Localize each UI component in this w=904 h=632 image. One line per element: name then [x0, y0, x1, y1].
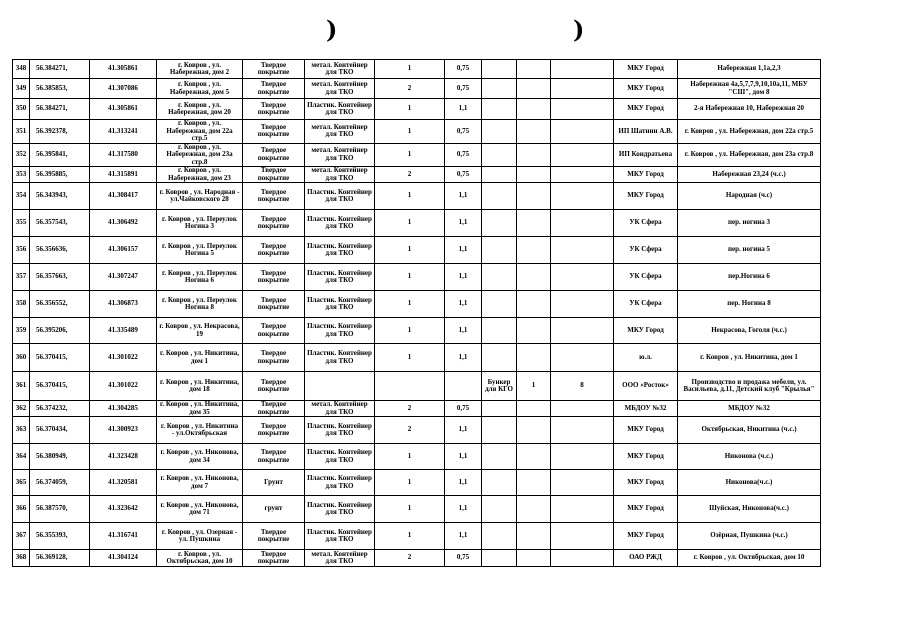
cell-longitude: 41.300923: [90, 417, 157, 444]
cell-container-count: 2: [375, 167, 445, 183]
cell-bunker-count: [517, 210, 551, 237]
cell-longitude: 41.335489: [90, 318, 157, 344]
table-row: [13, 372, 821, 401]
cell-container-count: 1: [375, 318, 445, 344]
cell-bunker-type: [482, 99, 517, 120]
cell-container-volume: 1,1: [445, 417, 482, 444]
table-row: [13, 120, 821, 144]
cell-owner: МКУ Город: [614, 60, 678, 79]
cell-bunker-volume: [551, 496, 614, 523]
cell-owner: МКУ Город: [614, 470, 678, 496]
table-row: [13, 183, 821, 210]
cell-surface: Твердое покрытие: [243, 60, 305, 79]
cell-bunker-volume: [551, 417, 614, 444]
cell-row-number: 367: [13, 523, 30, 550]
cell-owner: МКУ Город: [614, 183, 678, 210]
cell-container-type: Пластик. Контейнер для ТКО: [305, 496, 375, 523]
cell-longitude: 41.301022: [90, 372, 157, 401]
cell-container-type: Пластик. Контейнер для ТКО: [305, 417, 375, 444]
cell-waste-source: Октябрьская, Никитина (ч.с.): [678, 417, 821, 444]
table-row: [13, 264, 821, 291]
cell-container-type: Пластик. Контейнер для ТКО: [305, 210, 375, 237]
cell-container-type: Пластик. Контейнер для ТКО: [305, 318, 375, 344]
cell-waste-source: Производство и продажа мебели, ул. Васильева, д.11, Детский клуб "Крылья": [678, 372, 821, 401]
cell-bunker-count: [517, 143, 551, 167]
cell-bunker-volume: [551, 183, 614, 210]
cell-surface: Твердое покрытие: [243, 401, 305, 417]
cell-row-number: 368: [13, 550, 30, 567]
cell-bunker-type: [482, 143, 517, 167]
cell-bunker-volume: [551, 143, 614, 167]
cell-waste-source: МБДОУ №32: [678, 401, 821, 417]
cell-address: г. Ковров , ул. Переулок Ногина 5: [157, 237, 243, 264]
cell-surface: Твердое покрытие: [243, 344, 305, 372]
cell-address: г. Ковров , ул. Набережная, дом 22а стр.5: [157, 120, 243, 144]
cell-container-count: 1: [375, 496, 445, 523]
cell-row-number: 364: [13, 444, 30, 470]
cell-surface: Твердое покрытие: [243, 99, 305, 120]
cell-bunker-type: [482, 79, 517, 99]
cell-longitude: 41.306157: [90, 237, 157, 264]
table-row: [13, 79, 821, 99]
cell-container-count: 1: [375, 210, 445, 237]
cell-container-count: 1: [375, 143, 445, 167]
cell-latitude: 56.395841,: [30, 143, 90, 167]
cell-address: г. Ковров , ул. Никитина - ул.Октябрьская: [157, 417, 243, 444]
cell-bunker-volume: [551, 99, 614, 120]
cell-owner: ю.л.: [614, 344, 678, 372]
cell-longitude: 41.317580: [90, 143, 157, 167]
cell-longitude: 41.307086: [90, 79, 157, 99]
cell-longitude: 41.306873: [90, 291, 157, 318]
cell-container-count: [375, 372, 445, 401]
cell-bunker-type: [482, 237, 517, 264]
cell-owner: УК Сфера: [614, 264, 678, 291]
cell-owner: МКУ Город: [614, 167, 678, 183]
cell-container-type: метал. Контейнер для ТКО: [305, 401, 375, 417]
cell-container-type: метал. Контейнер для ТКО: [305, 167, 375, 183]
cell-bunker-count: [517, 79, 551, 99]
cell-address: г. Ковров , ул. Набережная, дом 20: [157, 99, 243, 120]
scan-mark-left: ): [326, 15, 338, 44]
cell-bunker-type: [482, 210, 517, 237]
cell-container-volume: 1,1: [445, 496, 482, 523]
cell-bunker-count: [517, 264, 551, 291]
cell-bunker-volume: [551, 550, 614, 567]
cell-container-type: метал. Контейнер для ТКО: [305, 120, 375, 144]
cell-container-volume: 1,1: [445, 183, 482, 210]
cell-owner: ОАО РЖД: [614, 550, 678, 567]
cell-waste-source: г. Ковров , ул. Октябрьская, дом 10: [678, 550, 821, 567]
cell-row-number: 356: [13, 237, 30, 264]
cell-bunker-type: [482, 60, 517, 79]
cell-surface: Твердое покрытие: [243, 237, 305, 264]
cell-owner: МКУ Город: [614, 496, 678, 523]
cell-latitude: 56.384271,: [30, 99, 90, 120]
cell-bunker-volume: [551, 210, 614, 237]
cell-longitude: 41.304124: [90, 550, 157, 567]
table-row: [13, 210, 821, 237]
cell-latitude: 56.343943,: [30, 183, 90, 210]
cell-container-count: 1: [375, 291, 445, 318]
cell-surface: Твердое покрытие: [243, 79, 305, 99]
cell-longitude: 41.304285: [90, 401, 157, 417]
cell-bunker-volume: [551, 444, 614, 470]
cell-surface: Твердое покрытие: [243, 372, 305, 401]
cell-waste-source: 2-я Набережная 10, Набережная 20: [678, 99, 821, 120]
cell-waste-source: Никонова (ч.с.): [678, 444, 821, 470]
cell-container-type: метал. Контейнер для ТКО: [305, 143, 375, 167]
cell-address: г. Ковров , ул. Набережная, дом 5: [157, 79, 243, 99]
cell-bunker-count: [517, 523, 551, 550]
cell-longitude: 41.307247: [90, 264, 157, 291]
cell-container-type: Пластик. Контейнер для ТКО: [305, 237, 375, 264]
cell-longitude: 41.316741: [90, 523, 157, 550]
table-row: [13, 60, 821, 79]
cell-bunker-type: [482, 183, 517, 210]
cell-container-volume: 1,1: [445, 318, 482, 344]
cell-longitude: 41.323642: [90, 496, 157, 523]
cell-container-volume: 1,1: [445, 237, 482, 264]
cell-container-count: 2: [375, 401, 445, 417]
cell-bunker-volume: [551, 318, 614, 344]
cell-address: г. Ковров , ул. Набережная, дом 2: [157, 60, 243, 79]
table-row: [13, 550, 821, 567]
cell-bunker-count: [517, 344, 551, 372]
cell-container-count: 1: [375, 237, 445, 264]
cell-address: г. Ковров , ул. Никонова, дом 7: [157, 470, 243, 496]
cell-longitude: 41.315891: [90, 167, 157, 183]
cell-owner: МКУ Город: [614, 523, 678, 550]
cell-latitude: 56.357543,: [30, 210, 90, 237]
cell-owner: УК Сфера: [614, 291, 678, 318]
cell-container-volume: 0,75: [445, 167, 482, 183]
cell-bunker-type: [482, 167, 517, 183]
cell-waste-source: Набережная 1,1а,2,3: [678, 60, 821, 79]
table-row: [13, 318, 821, 344]
cell-bunker-type: [482, 523, 517, 550]
cell-container-count: 1: [375, 470, 445, 496]
cell-address: г. Ковров , ул. Набережная, дом 23: [157, 167, 243, 183]
cell-container-volume: 1,1: [445, 99, 482, 120]
cell-container-type: Пластик. Контейнер для ТКО: [305, 264, 375, 291]
table-row: [13, 470, 821, 496]
cell-row-number: 363: [13, 417, 30, 444]
cell-bunker-volume: [551, 264, 614, 291]
cell-bunker-count: [517, 60, 551, 79]
cell-container-type: [305, 372, 375, 401]
cell-owner: МКУ Город: [614, 417, 678, 444]
cell-latitude: 56.395885,: [30, 167, 90, 183]
cell-address: г. Ковров , ул. Никонова, дом 34: [157, 444, 243, 470]
cell-owner: МБДОУ №32: [614, 401, 678, 417]
cell-address: г. Ковров , ул. Никонова, дом 71: [157, 496, 243, 523]
cell-address: г. Ковров , ул. Переулок Ногина 6: [157, 264, 243, 291]
scan-mark-right: ): [573, 15, 585, 44]
cell-bunker-count: [517, 99, 551, 120]
cell-surface: Грунт: [243, 470, 305, 496]
cell-bunker-count: [517, 550, 551, 567]
cell-container-type: Пластик. Контейнер для ТКО: [305, 99, 375, 120]
cell-waste-source: Народная (ч.с): [678, 183, 821, 210]
cell-bunker-count: [517, 167, 551, 183]
cell-latitude: 56.355393,: [30, 523, 90, 550]
cell-waste-source: г. Ковров , ул. Никитина, дом 1: [678, 344, 821, 372]
table-row: [13, 523, 821, 550]
cell-waste-source: Никонова(ч.с.): [678, 470, 821, 496]
cell-address: г. Ковров , ул. Никитина, дом 1: [157, 344, 243, 372]
cell-container-volume: 0,75: [445, 550, 482, 567]
cell-surface: Твердое покрытие: [243, 143, 305, 167]
cell-container-count: 1: [375, 444, 445, 470]
cell-bunker-volume: [551, 344, 614, 372]
cell-address: г. Ковров , ул. Набережная, дом 23а стр.8: [157, 143, 243, 167]
cell-latitude: 56.370415,: [30, 372, 90, 401]
cell-row-number: 354: [13, 183, 30, 210]
cell-owner: МКУ Город: [614, 99, 678, 120]
cell-longitude: 41.301022: [90, 344, 157, 372]
cell-bunker-volume: [551, 120, 614, 144]
cell-container-volume: 1,1: [445, 523, 482, 550]
cell-container-volume: 0,75: [445, 401, 482, 417]
table-row: [13, 417, 821, 444]
cell-bunker-type: [482, 291, 517, 318]
cell-container-volume: 0,75: [445, 60, 482, 79]
cell-latitude: 56.370415,: [30, 344, 90, 372]
cell-container-volume: 1,1: [445, 264, 482, 291]
waste-sites-table: [12, 59, 821, 567]
cell-longitude: 41.320581: [90, 470, 157, 496]
cell-waste-source: Шуйская, Никонова(ч.с.): [678, 496, 821, 523]
cell-container-type: Пластик. Контейнер для ТКО: [305, 291, 375, 318]
cell-latitude: 56.369128,: [30, 550, 90, 567]
cell-waste-source: пер. ногина 3: [678, 210, 821, 237]
cell-waste-source: Некрасова, Гоголя (ч.с.): [678, 318, 821, 344]
cell-latitude: 56.380949,: [30, 444, 90, 470]
cell-container-count: 1: [375, 523, 445, 550]
cell-container-count: 1: [375, 99, 445, 120]
cell-waste-source: пер. Ногина 8: [678, 291, 821, 318]
cell-bunker-count: [517, 318, 551, 344]
cell-container-volume: 0,75: [445, 79, 482, 99]
cell-row-number: 352: [13, 143, 30, 167]
cell-longitude: 41.308417: [90, 183, 157, 210]
table-row: [13, 143, 821, 167]
cell-container-volume: 1,1: [445, 344, 482, 372]
cell-row-number: 351: [13, 120, 30, 144]
cell-owner: ООО «Росток»: [614, 372, 678, 401]
cell-waste-source: пер.Ногина 6: [678, 264, 821, 291]
cell-container-type: Пластик. Контейнер для ТКО: [305, 183, 375, 210]
table-row: [13, 401, 821, 417]
cell-container-count: 1: [375, 120, 445, 144]
cell-container-volume: 1,1: [445, 444, 482, 470]
cell-bunker-volume: [551, 60, 614, 79]
cell-latitude: 56.387570,: [30, 496, 90, 523]
cell-container-type: Пластик. Контейнер для ТКО: [305, 444, 375, 470]
cell-latitude: 56.395206,: [30, 318, 90, 344]
cell-longitude: 41.306492: [90, 210, 157, 237]
table-row: [13, 99, 821, 120]
cell-container-type: Пластик. Контейнер для ТКО: [305, 470, 375, 496]
cell-bunker-count: [517, 120, 551, 144]
cell-container-count: 1: [375, 344, 445, 372]
cell-container-type: метал. Контейнер для ТКО: [305, 550, 375, 567]
cell-address: г. Ковров , ул. Переулок Ногина 3: [157, 210, 243, 237]
cell-address: г. Ковров , ул. Октябрьская, дом 10: [157, 550, 243, 567]
cell-latitude: 56.385853,: [30, 79, 90, 99]
cell-container-type: метал. Контейнер для ТКО: [305, 79, 375, 99]
cell-container-volume: [445, 372, 482, 401]
cell-longitude: 41.323428: [90, 444, 157, 470]
cell-surface: Твердое покрытие: [243, 264, 305, 291]
cell-bunker-type: [482, 444, 517, 470]
cell-waste-source: Набережная 4а,5,7,7,9,10,10а,11, МБУ "СШ", дом 8: [678, 79, 821, 99]
cell-container-volume: 0,75: [445, 120, 482, 144]
cell-latitude: 56.356636,: [30, 237, 90, 264]
cell-bunker-volume: [551, 167, 614, 183]
cell-container-count: 1: [375, 183, 445, 210]
cell-latitude: 56.374059,: [30, 470, 90, 496]
cell-latitude: 56.384271,: [30, 60, 90, 79]
cell-container-count: 2: [375, 79, 445, 99]
cell-bunker-count: [517, 291, 551, 318]
cell-container-volume: 1,1: [445, 470, 482, 496]
cell-container-volume: 1,1: [445, 291, 482, 318]
cell-bunker-count: [517, 470, 551, 496]
cell-row-number: 360: [13, 344, 30, 372]
cell-longitude: 41.305861: [90, 99, 157, 120]
cell-owner: ИП Кондратьева: [614, 143, 678, 167]
cell-bunker-type: Бункер для КГО: [482, 372, 517, 401]
table-row: [13, 237, 821, 264]
cell-bunker-volume: [551, 237, 614, 264]
cell-bunker-type: [482, 318, 517, 344]
cell-owner: УК Сфера: [614, 210, 678, 237]
cell-surface: грунт: [243, 496, 305, 523]
cell-surface: Твердое покрытие: [243, 291, 305, 318]
cell-row-number: 348: [13, 60, 30, 79]
cell-row-number: 349: [13, 79, 30, 99]
cell-surface: Твердое покрытие: [243, 523, 305, 550]
cell-row-number: 353: [13, 167, 30, 183]
cell-container-type: Пластик. Контейнер для ТКО: [305, 523, 375, 550]
cell-bunker-count: [517, 444, 551, 470]
cell-bunker-volume: [551, 79, 614, 99]
cell-bunker-type: [482, 496, 517, 523]
cell-waste-source: г. Ковров , ул. Набережная, дом 23а стр.8: [678, 143, 821, 167]
cell-bunker-volume: [551, 401, 614, 417]
cell-bunker-type: [482, 264, 517, 291]
cell-container-count: 1: [375, 264, 445, 291]
cell-waste-source: пер. ногина 5: [678, 237, 821, 264]
cell-row-number: 358: [13, 291, 30, 318]
cell-row-number: 355: [13, 210, 30, 237]
cell-owner: ИП Шатнин А.В.: [614, 120, 678, 144]
cell-container-count: 1: [375, 60, 445, 79]
cell-latitude: 56.357663,: [30, 264, 90, 291]
cell-waste-source: г. Ковров , ул. Набережная, дом 22а стр.5: [678, 120, 821, 144]
table-row: [13, 496, 821, 523]
table-row: [13, 291, 821, 318]
cell-address: г. Ковров , ул. Переулок Ногина 8: [157, 291, 243, 318]
cell-container-count: 2: [375, 417, 445, 444]
cell-address: г. Ковров , ул. Некрасова, 19: [157, 318, 243, 344]
cell-longitude: 41.305861: [90, 60, 157, 79]
cell-container-volume: 1,1: [445, 210, 482, 237]
cell-container-count: 2: [375, 550, 445, 567]
cell-bunker-count: [517, 237, 551, 264]
cell-row-number: 350: [13, 99, 30, 120]
cell-owner: МКУ Город: [614, 444, 678, 470]
cell-address: г. Ковров , ул. Народная - ул.Чайковского 28: [157, 183, 243, 210]
cell-bunker-volume: 8: [551, 372, 614, 401]
cell-bunker-count: [517, 401, 551, 417]
cell-container-type: Пластик. Контейнер для ТКО: [305, 344, 375, 372]
cell-bunker-type: [482, 470, 517, 496]
cell-surface: Твердое покрытие: [243, 417, 305, 444]
cell-surface: Твердое покрытие: [243, 444, 305, 470]
cell-surface: Твердое покрытие: [243, 318, 305, 344]
cell-waste-source: Набережная 23,24 (ч.с.): [678, 167, 821, 183]
cell-bunker-type: [482, 344, 517, 372]
cell-container-type: метал. Контейнер для ТКО: [305, 60, 375, 79]
cell-latitude: 56.370434,: [30, 417, 90, 444]
cell-address: г. Ковров , ул. Никитина, дом 35: [157, 401, 243, 417]
cell-address: г. Ковров , ул. Никитина, дом 18: [157, 372, 243, 401]
cell-bunker-volume: [551, 291, 614, 318]
cell-surface: Твердое покрытие: [243, 120, 305, 144]
cell-owner: УК Сфера: [614, 237, 678, 264]
cell-bunker-count: [517, 496, 551, 523]
cell-latitude: 56.374232,: [30, 401, 90, 417]
cell-bunker-count: [517, 417, 551, 444]
cell-bunker-type: [482, 417, 517, 444]
table-row: [13, 444, 821, 470]
cell-surface: Твердое покрытие: [243, 183, 305, 210]
cell-longitude: 41.313241: [90, 120, 157, 144]
cell-bunker-type: [482, 401, 517, 417]
cell-row-number: 365: [13, 470, 30, 496]
cell-bunker-type: [482, 550, 517, 567]
table-row: [13, 344, 821, 372]
cell-waste-source: Озёрная, Пушкина (ч.с.): [678, 523, 821, 550]
table-row: [13, 167, 821, 183]
cell-surface: Твердое покрытие: [243, 550, 305, 567]
cell-latitude: 56.356552,: [30, 291, 90, 318]
cell-row-number: 357: [13, 264, 30, 291]
cell-surface: Твердое покрытие: [243, 210, 305, 237]
cell-row-number: 362: [13, 401, 30, 417]
cell-latitude: 56.392378,: [30, 120, 90, 144]
cell-address: г. Ковров , ул. Озерная - ул. Пушкина: [157, 523, 243, 550]
cell-row-number: 361: [13, 372, 30, 401]
cell-owner: МКУ Город: [614, 318, 678, 344]
cell-container-volume: 0,75: [445, 143, 482, 167]
cell-bunker-count: 1: [517, 372, 551, 401]
cell-owner: МКУ Город: [614, 79, 678, 99]
cell-bunker-volume: [551, 470, 614, 496]
cell-bunker-type: [482, 120, 517, 144]
cell-surface: Твердое покрытие: [243, 167, 305, 183]
cell-bunker-count: [517, 183, 551, 210]
cell-row-number: 366: [13, 496, 30, 523]
cell-bunker-volume: [551, 523, 614, 550]
cell-row-number: 359: [13, 318, 30, 344]
